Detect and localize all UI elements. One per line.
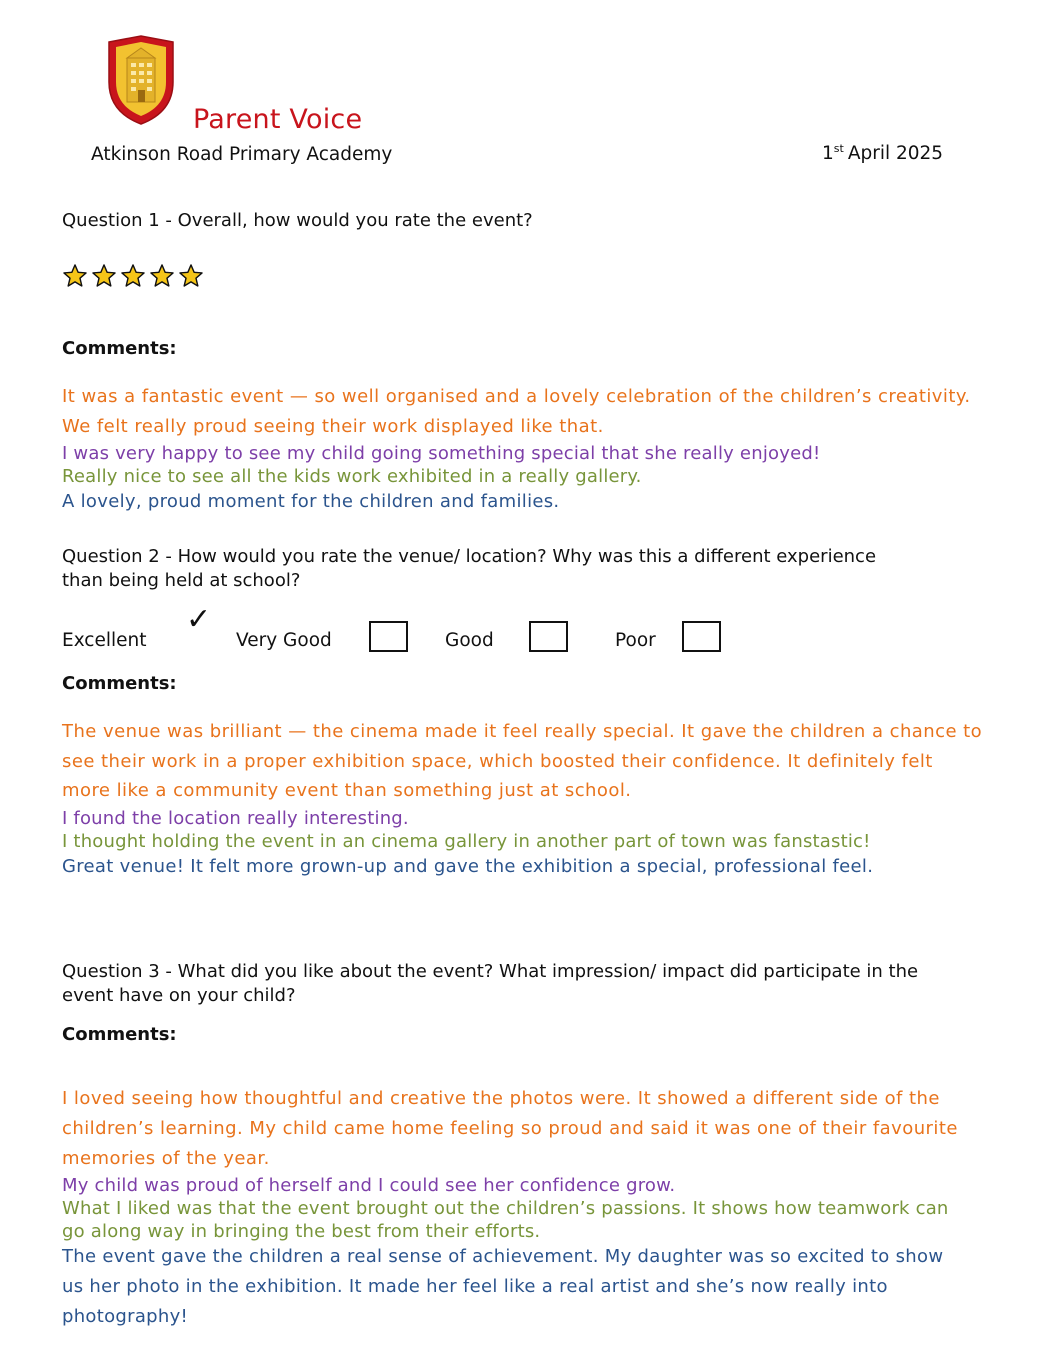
q2-comment-orange-line: see their work in a proper exhibition space, which boosted their confidence. It definitely felt xyxy=(62,751,933,772)
q2-comment-orange-line: more like a community event than something just at school. xyxy=(62,780,632,801)
q2-comments-label: Comments: xyxy=(62,673,177,694)
q3-comment-green-line: go along way in bringing the best from their efforts. xyxy=(62,1221,541,1242)
q3-comments-label: Comments: xyxy=(62,1024,177,1045)
q1-comments-label: Comments: xyxy=(62,338,177,359)
q3-comment-purple-line: My child was proud of herself and I could see her confidence grow. xyxy=(62,1175,676,1196)
question-3-line: Question 3 - What did you like about the event? What impression/ impact did participate in the xyxy=(62,961,919,982)
question-3 xyxy=(62,960,967,1008)
q3-comment-blue-line: The event gave the children a real sense of achievement. My daughter was so excited to show xyxy=(62,1246,944,1267)
option-excellent-checkmark-icon: ✓ xyxy=(186,602,212,637)
option-very-good-checkbox[interactable] xyxy=(369,621,408,652)
q2-comment-orange-line: The venue was brilliant — the cinema made it feel really special. It gave the children a chance to xyxy=(62,721,983,742)
q2-comment-blue-line: Great venue! It felt more grown-up and gave the exhibition a special, professional feel. xyxy=(62,856,874,877)
question-1: Question 1 - Overall, how would you rate the event? xyxy=(62,210,533,231)
question-3-line: event have on your child? xyxy=(62,985,296,1006)
star-rating xyxy=(62,263,204,289)
option-very-good-label: Very Good xyxy=(236,630,332,651)
school-crest-logo xyxy=(106,34,176,126)
q1-comment-orange-line: It was a fantastic event — so well organised and a lovely celebration of the children’s creativity. xyxy=(62,386,971,407)
question-2-line: Question 2 - How would you rate the venue/ location? Why was this a different experience xyxy=(62,546,877,567)
q1-comment-orange-line: We felt really proud seeing their work displayed like that. xyxy=(62,416,604,437)
q1-comment-purple-line: I was very happy to see my child going something special that she really enjoyed! xyxy=(62,443,821,464)
star-icon xyxy=(62,263,88,289)
q3-comment-orange-line: children’s learning. My child came home feeling so proud and said it was one of their favourite xyxy=(62,1118,958,1139)
option-poor-label: Poor xyxy=(615,630,656,651)
q3-comment-orange-line: memories of the year. xyxy=(62,1148,270,1169)
q2-comment-green-line: I thought holding the event in an cinema gallery in another part of town was fanstastic! xyxy=(62,831,871,852)
q3-comment-blue-line: us her photo in the exhibition. It made her feel like a real artist and she’s now really into xyxy=(62,1276,888,1297)
page-title: Parent Voice xyxy=(193,104,363,135)
q3-comment-green-line: What I liked was that the event brought out the children’s passions. It shows how teamwork can xyxy=(62,1198,949,1219)
q2-comment-purple-line: I found the location really interesting. xyxy=(62,808,409,829)
star-icon xyxy=(91,263,117,289)
star-icon xyxy=(120,263,146,289)
star-icon xyxy=(178,263,204,289)
star-icon xyxy=(149,263,175,289)
option-excellent-label: Excellent xyxy=(62,630,147,651)
q3-comment-blue-line: photography! xyxy=(62,1306,189,1327)
school-name: Atkinson Road Primary Academy xyxy=(91,144,393,165)
option-poor-checkbox[interactable] xyxy=(682,621,721,652)
question-2-line: than being held at school? xyxy=(62,570,301,591)
q1-comment-green-line: Really nice to see all the kids work exhibited in a really gallery. xyxy=(62,466,642,487)
date: 1st April 2025 xyxy=(822,142,944,165)
q3-comment-orange-line: I loved seeing how thoughtful and creative the photos were. It showed a different side of the xyxy=(62,1088,940,1109)
option-good-checkbox[interactable] xyxy=(529,621,568,652)
option-good-label: Good xyxy=(445,630,494,651)
question-2 xyxy=(62,545,967,593)
q1-comment-blue-line: A lovely, proud moment for the children and families. xyxy=(62,491,560,512)
